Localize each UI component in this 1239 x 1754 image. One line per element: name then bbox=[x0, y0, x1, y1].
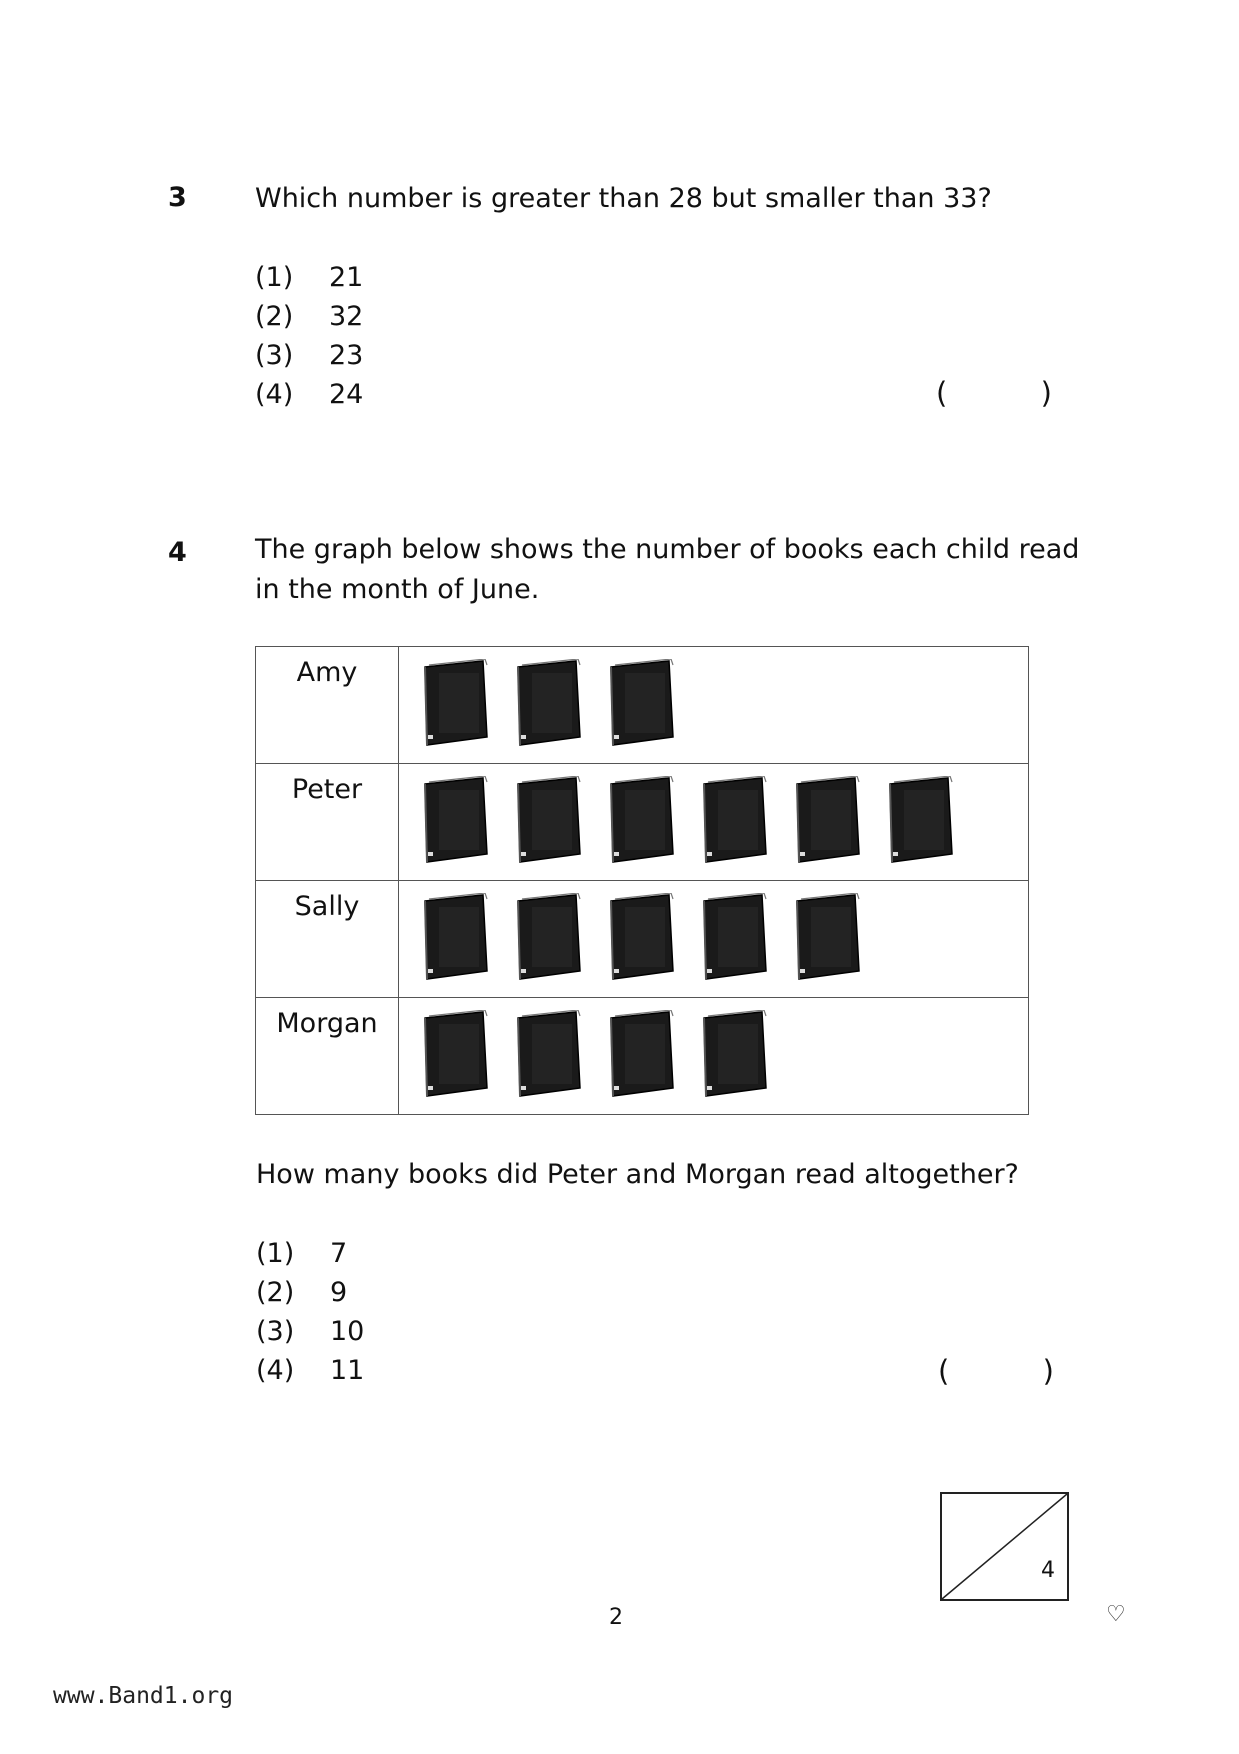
answer-close-paren: ) bbox=[1040, 376, 1052, 410]
pictograph-books-cell bbox=[399, 647, 1029, 764]
option-value: 24 bbox=[329, 379, 364, 410]
option-row bbox=[255, 258, 363, 297]
book-icon bbox=[694, 776, 770, 868]
pictograph-row bbox=[256, 764, 1029, 881]
pictograph-child-name: Amy bbox=[256, 647, 399, 764]
book-icon bbox=[601, 1010, 677, 1102]
question-3-answer-space[interactable] bbox=[936, 376, 1052, 410]
question-4-number: 4 bbox=[168, 537, 187, 568]
option-row bbox=[256, 1312, 364, 1351]
book-icon bbox=[415, 776, 491, 868]
question-4-question: How many books did Peter and Morgan read altogether? bbox=[256, 1159, 1019, 1190]
book-icon bbox=[415, 659, 491, 751]
option-label: (3) bbox=[256, 1316, 295, 1347]
book-icon bbox=[787, 776, 863, 868]
footer-url: www.Band1.org bbox=[53, 1683, 234, 1709]
score-box-max: 4 bbox=[1041, 1558, 1055, 1583]
question-4-text-line2: in the month of June. bbox=[255, 574, 540, 605]
question-3-text: Which number is greater than 28 but smaller than 33? bbox=[255, 183, 992, 214]
option-row bbox=[255, 336, 363, 375]
book-icon bbox=[508, 1010, 584, 1102]
question-4-options bbox=[256, 1234, 364, 1390]
pictograph-child-name: Peter bbox=[256, 764, 399, 881]
book-icon bbox=[601, 659, 677, 751]
book-icon bbox=[694, 893, 770, 985]
pictograph-books-cell bbox=[399, 881, 1029, 998]
option-row bbox=[255, 375, 363, 414]
book-icon bbox=[415, 893, 491, 985]
book-icons-group bbox=[415, 764, 1028, 880]
answer-open-paren: ( bbox=[938, 1354, 950, 1388]
option-value: 7 bbox=[330, 1238, 348, 1269]
option-row bbox=[256, 1273, 364, 1312]
books-pictograph bbox=[255, 646, 1029, 1115]
option-row bbox=[256, 1234, 364, 1273]
pictograph-child-name: Sally bbox=[256, 881, 399, 998]
option-label: (1) bbox=[256, 1238, 295, 1269]
question-4-text bbox=[255, 530, 1079, 610]
option-label: (2) bbox=[255, 301, 294, 332]
option-label: (4) bbox=[255, 379, 294, 410]
book-icons-group bbox=[415, 998, 1028, 1114]
option-label: (3) bbox=[255, 340, 294, 371]
book-icon bbox=[508, 776, 584, 868]
option-row bbox=[255, 297, 363, 336]
pictograph-books-cell bbox=[399, 998, 1029, 1115]
option-value: 9 bbox=[330, 1277, 348, 1308]
book-icon bbox=[508, 893, 584, 985]
pictograph-child-name: Morgan bbox=[256, 998, 399, 1115]
option-value: 21 bbox=[329, 262, 364, 293]
book-icon bbox=[601, 776, 677, 868]
answer-open-paren: ( bbox=[936, 376, 948, 410]
option-value: 23 bbox=[329, 340, 364, 371]
pictograph-row bbox=[256, 881, 1029, 998]
pictograph-row bbox=[256, 998, 1029, 1115]
book-icon bbox=[508, 659, 584, 751]
option-label: (2) bbox=[256, 1277, 295, 1308]
option-row bbox=[256, 1351, 364, 1390]
question-4-answer-space[interactable] bbox=[938, 1354, 1054, 1388]
pictograph-books-cell bbox=[399, 764, 1029, 881]
option-value: 10 bbox=[330, 1316, 365, 1347]
book-icon bbox=[601, 893, 677, 985]
option-label: (1) bbox=[255, 262, 294, 293]
book-icon bbox=[415, 1010, 491, 1102]
pictograph-row bbox=[256, 647, 1029, 764]
book-icon bbox=[880, 776, 956, 868]
question-3-options bbox=[255, 258, 363, 414]
book-icon bbox=[787, 893, 863, 985]
book-icon bbox=[694, 1010, 770, 1102]
score-box bbox=[940, 1492, 1069, 1601]
option-value: 32 bbox=[329, 301, 364, 332]
book-icons-group bbox=[415, 881, 1028, 997]
heart-icon: ♡ bbox=[1106, 1602, 1126, 1627]
answer-close-paren: ) bbox=[1042, 1354, 1054, 1388]
question-4-text-line1: The graph below shows the number of books each child read bbox=[255, 534, 1080, 565]
option-label: (4) bbox=[256, 1355, 295, 1386]
page-number: 2 bbox=[609, 1605, 623, 1630]
score-box-frame bbox=[940, 1492, 1069, 1601]
book-icons-group bbox=[415, 647, 1028, 763]
question-3-number: 3 bbox=[168, 182, 187, 213]
option-value: 11 bbox=[330, 1355, 365, 1386]
